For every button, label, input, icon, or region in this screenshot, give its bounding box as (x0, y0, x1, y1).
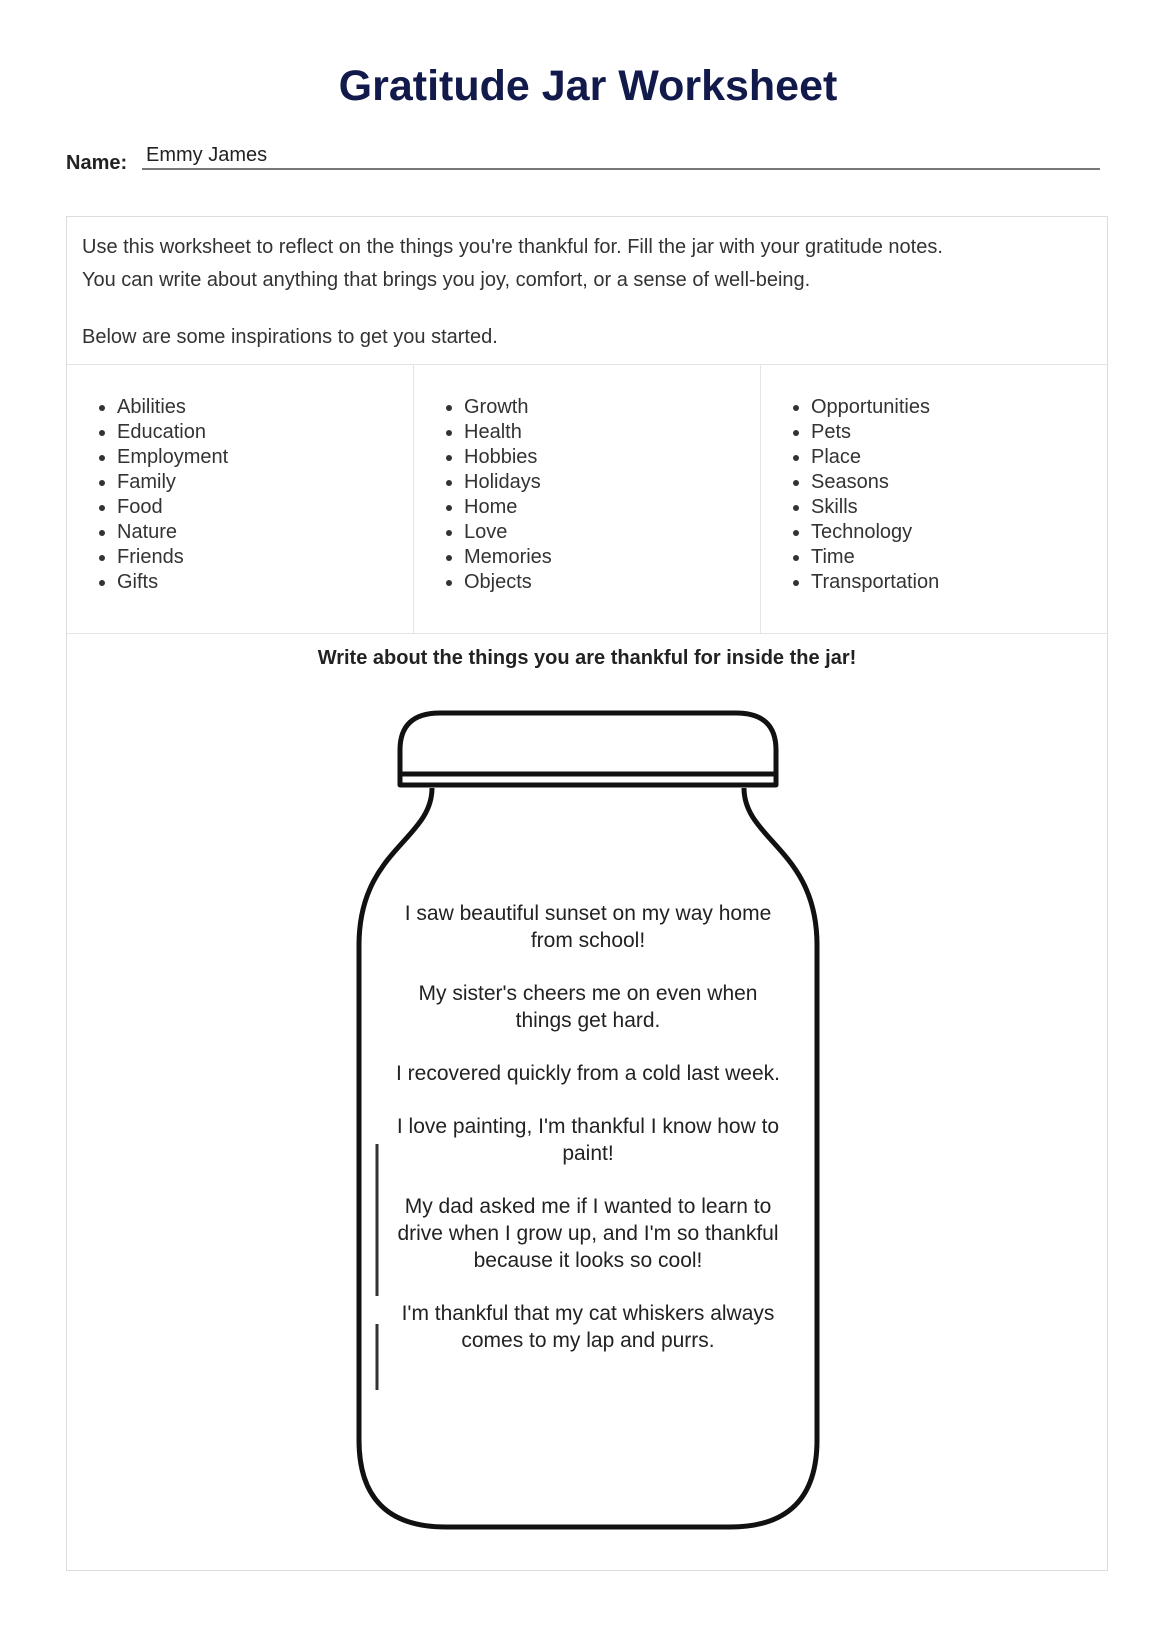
inspiration-item: • Hobbies (464, 445, 760, 470)
gratitude-note: I saw beautiful sunset on my way home from school! (404, 902, 772, 952)
inspiration-item: • Holidays (464, 470, 760, 495)
inspiration-item: • Seasons (811, 470, 1107, 495)
inspiration-item: • Pets (811, 420, 1107, 445)
inspiration-item: • Place (811, 445, 1107, 470)
inspiration-item: • Opportunities (811, 395, 1107, 420)
inspiration-item: • Home (464, 495, 760, 520)
inspiration-item: • Growth (464, 395, 760, 420)
inspiration-item: • Nature (117, 520, 413, 545)
name-label: Name: (66, 152, 128, 174)
inspiration-item: • Health (464, 420, 760, 445)
inspiration-item: • Employment (117, 445, 413, 470)
jar-heading: Write about the things you are thankful for inside the jar! (317, 647, 857, 669)
inspiration-item: • Skills (811, 495, 1107, 520)
gratitude-note: I'm thankful that my cat whiskers always comes to my lap and purrs. (401, 1302, 775, 1352)
intro-text: Use this worksheet to reflect on the things you're thankful for. Fill the jar with your gratitude notes. (82, 236, 943, 258)
page-title: Gratitude Jar Worksheet (338, 62, 838, 110)
inspiration-item: • Family (117, 470, 413, 495)
gratitude-note: My dad asked me if I wanted to learn to drive when I grow up, and I'm so thankful because it looks so cool! (397, 1195, 779, 1272)
inspiration-item: • Objects (464, 570, 760, 595)
inspiration-item: • Food (117, 495, 413, 520)
name-field[interactable]: Emmy James (142, 144, 1100, 170)
inspiration-item: • Memories (464, 545, 760, 570)
inspiration-item: • Love (464, 520, 760, 545)
intro-text: You can write about anything that brings you joy, comfort, or a sense of well-being. (82, 269, 811, 291)
inspiration-item: • Gifts (117, 570, 413, 595)
inspiration-item: • Technology (811, 520, 1107, 545)
gratitude-notes (388, 900, 788, 1380)
inspiration-item: • Time (811, 545, 1107, 570)
inspiration-item: • Abilities (117, 395, 413, 420)
gratitude-note: I love painting, I'm thankful I know how to paint! (396, 1115, 780, 1165)
inspiration-item: • Education (117, 420, 413, 445)
intro-text: Below are some inspirations to get you started. (82, 326, 498, 348)
inspiration-item: • Transportation (811, 570, 1107, 595)
gratitude-note: I recovered quickly from a cold last week. (396, 1062, 780, 1085)
inspiration-item: • Friends (117, 545, 413, 570)
gratitude-note: My sister's cheers me on even when things get hard. (418, 982, 758, 1032)
